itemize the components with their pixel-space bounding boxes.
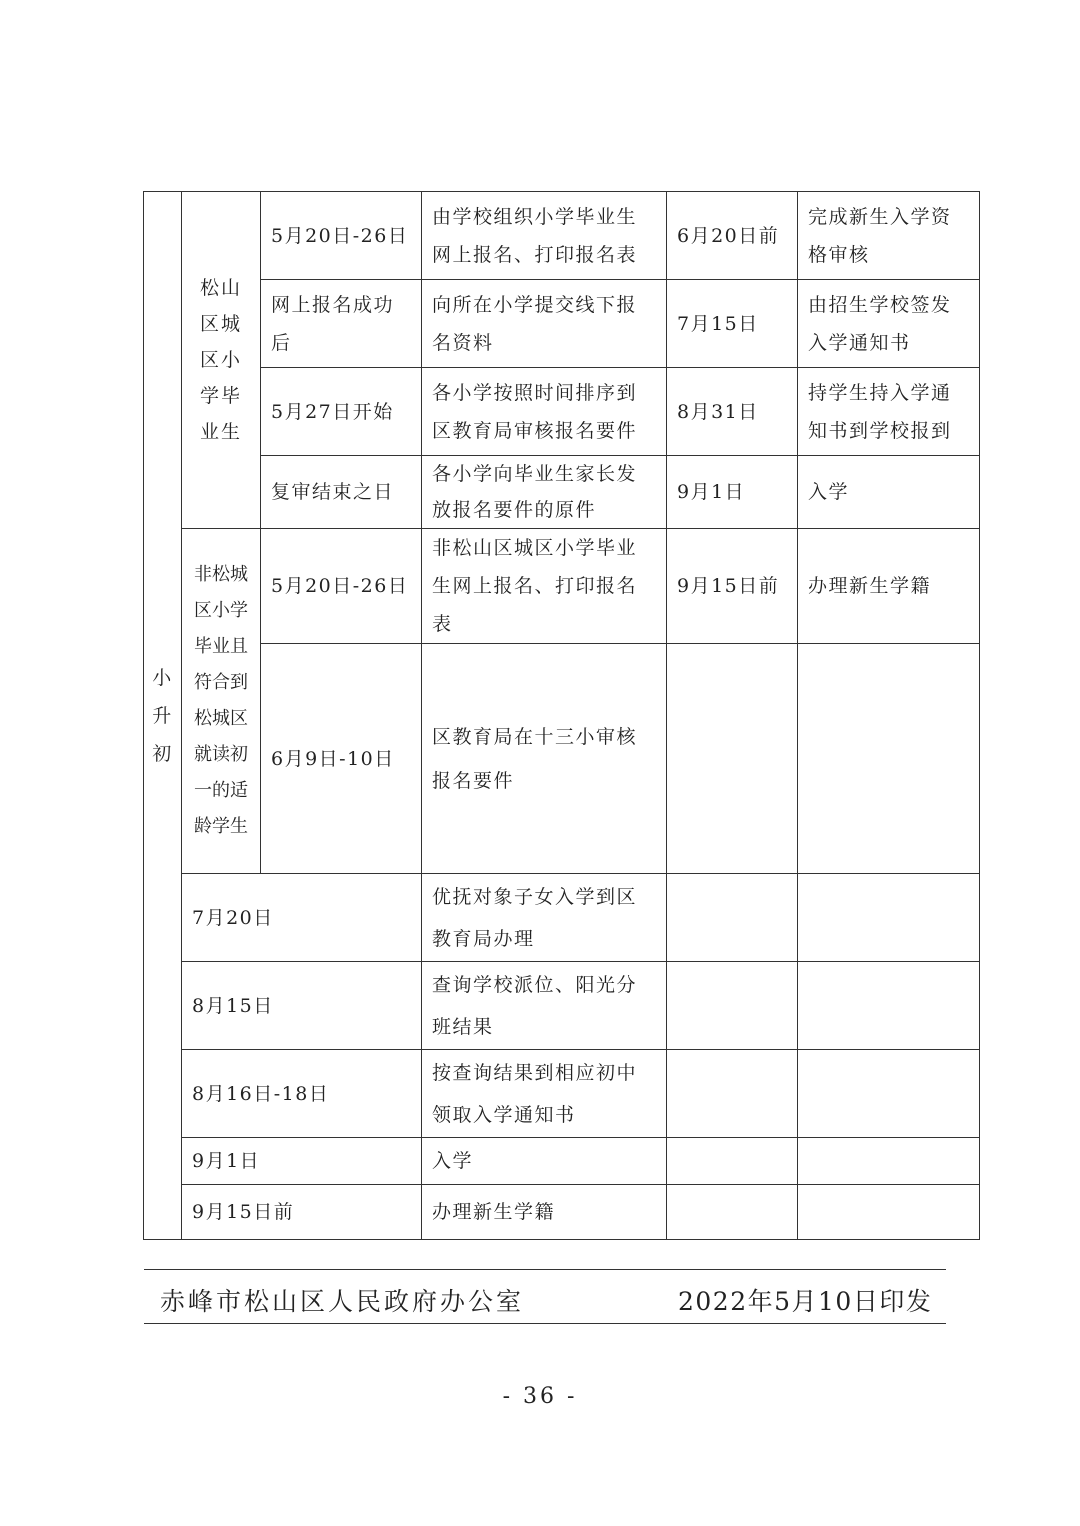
table-row	[144, 874, 980, 962]
action-cell: 由学校组织小学毕业生网上报名、打印报名表	[422, 192, 667, 280]
category-label: 小升初	[152, 666, 173, 765]
result-cell	[798, 1050, 980, 1138]
date-cell: 6月9日-10日	[261, 644, 422, 874]
deadline-cell: 9月15日前	[667, 529, 798, 644]
deadline-cell	[667, 1050, 798, 1138]
table-row	[144, 280, 980, 368]
action-cell: 向所在小学提交线下报名资料	[422, 280, 667, 368]
group-cell-1	[182, 192, 261, 529]
date-cell: 5月20日-26日	[261, 529, 422, 644]
action-cell: 非松山区城区小学毕业生网上报名、打印报名表	[422, 529, 667, 644]
result-cell	[798, 962, 980, 1050]
date-cell: 5月27日开始	[261, 368, 422, 456]
table-row	[144, 962, 980, 1050]
action-cell: 各小学向毕业生家长发放报名要件的原件	[422, 456, 667, 529]
date-cell: 9月15日前	[182, 1185, 422, 1240]
deadline-cell	[667, 962, 798, 1050]
footer-issuer: 赤峰市松山区人民政府办公室	[160, 1287, 525, 1316]
group-label-2: 非松城区小学毕业且符合到松城区就读初一的适龄学生	[194, 564, 248, 837]
group-cell-2	[182, 529, 261, 874]
deadline-cell	[667, 1185, 798, 1240]
deadline-cell: 7月15日	[667, 280, 798, 368]
date-cell: 8月15日	[182, 962, 422, 1050]
result-cell: 入学	[798, 456, 980, 529]
table-row	[144, 1050, 980, 1138]
table-row	[144, 192, 980, 280]
result-cell	[798, 874, 980, 962]
action-cell: 按查询结果到相应初中领取入学通知书	[422, 1050, 667, 1138]
action-cell: 办理新生学籍	[422, 1185, 667, 1240]
group-label-1: 松山区城区小学毕业生	[200, 276, 243, 443]
result-cell: 持学生持入学通知书到学校报到	[798, 368, 980, 456]
footer-top-rule	[144, 1269, 946, 1270]
table-row	[144, 529, 980, 644]
result-cell	[798, 1138, 980, 1185]
date-cell: 9月1日	[182, 1138, 422, 1185]
page-number: - 36 -	[502, 1384, 578, 1409]
deadline-cell: 9月1日	[667, 456, 798, 529]
table-row	[144, 368, 980, 456]
deadline-cell: 8月31日	[667, 368, 798, 456]
action-cell: 区教育局在十三小审核报名要件	[422, 644, 667, 874]
footer-bottom-rule	[144, 1323, 946, 1324]
footer-issue-date: 2022年5月10日印发	[678, 1287, 933, 1316]
action-cell: 入学	[422, 1138, 667, 1185]
date-cell: 复审结束之日	[261, 456, 422, 529]
table-row	[144, 1138, 980, 1185]
result-cell	[798, 1185, 980, 1240]
category-cell	[144, 192, 182, 1240]
date-cell: 7月20日	[182, 874, 422, 962]
table-row	[144, 644, 980, 874]
action-cell: 优抚对象子女入学到区教育局办理	[422, 874, 667, 962]
deadline-cell: 6月20日前	[667, 192, 798, 280]
deadline-cell	[667, 1138, 798, 1185]
date-cell: 5月20日-26日	[261, 192, 422, 280]
schedule-table	[143, 191, 980, 1240]
result-cell: 由招生学校签发入学通知书	[798, 280, 980, 368]
date-cell: 8月16日-18日	[182, 1050, 422, 1138]
table-row	[144, 456, 980, 529]
deadline-cell	[667, 644, 798, 874]
date-cell: 网上报名成功后	[261, 280, 422, 368]
result-cell: 完成新生入学资格审核	[798, 192, 980, 280]
action-cell: 各小学按照时间排序到区教育局审核报名要件	[422, 368, 667, 456]
action-cell: 查询学校派位、阳光分班结果	[422, 962, 667, 1050]
result-cell: 办理新生学籍	[798, 529, 980, 644]
deadline-cell	[667, 874, 798, 962]
result-cell	[798, 644, 980, 874]
table-row	[144, 1185, 980, 1240]
